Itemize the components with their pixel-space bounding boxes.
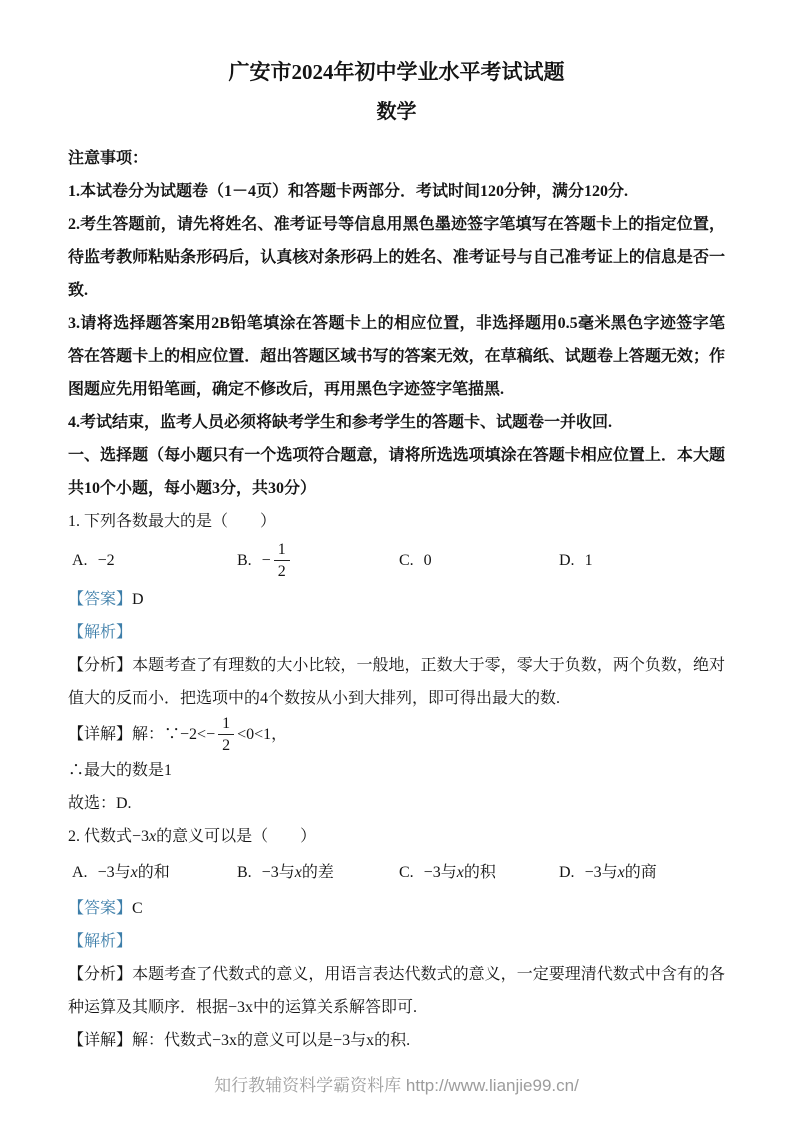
section-heading: 一、选择题（每小题只有一个选项符合题意，请将所选选项填涂在答题卡相应位置上．本大题共10个小题，每小题3分，共30分） [68,447,725,497]
fraction-denominator: 2 [218,734,234,754]
q2-detail-text: 解：代数式−3x的意义可以是−3与x的积. [132,1032,411,1049]
q2-option-c-coef: −3 [423,864,441,881]
q2-option-a-var: x [130,864,138,881]
q2-option-a [72,856,237,889]
q2-option-b-var: x [294,864,302,881]
notice-heading: 注意事项： [68,150,149,167]
q2-detail-line [68,1024,725,1057]
q2-stem [68,820,725,853]
q2-answer-line [68,892,725,925]
q1-option-a [72,544,237,577]
q1-option-d-letter: D. [559,552,575,569]
q2-option-c-post: 的积 [463,864,496,881]
q2-option-b-coef: −3 [261,864,279,881]
q2-option-d-letter: D. [559,864,575,881]
q2-stem-pre: 2. 代数式 [68,828,133,845]
explain-label: 【解析】 [68,933,133,950]
q2-option-d-var: x [617,864,625,881]
q2-option-d-post: 的商 [624,864,657,881]
notice-item-1: 1.本试卷分为试题卷（1－4页）和答题卡两部分．考试时间120分钟，满分120分. [68,183,629,200]
q1-detail-fraction [218,715,234,754]
q2-option-b-post: 的差 [301,864,334,881]
q2-options [68,856,725,889]
notice-item-4: 4.考试结束，监考人员必须将缺考学生和参考学生的答题卡、试题卷一并收回. [68,414,613,431]
q1-option-a-value: −2 [97,552,115,569]
q1-explain-line [68,616,725,649]
q1-stem: 1. 下列各数最大的是（ ） [68,513,277,530]
watermark-footer: 知行教辅资料学霸资料库 http://www.lianjie99.cn/ [214,1076,579,1095]
q2-option-b [237,856,399,889]
q2-option-d [559,856,725,889]
q2-option-b-mid: 与 [278,864,295,881]
page-subject: 数学 [376,101,417,123]
q2-explain-line [68,925,725,958]
detail-label: 【详解】 [68,1032,133,1049]
q2-analysis-text: 本题考查了代数式的意义，用语言表达代数式的意义，一定要理清代数式中含有的各种运算及其顺序．根据−3x中的运算关系解答即可. [68,966,725,1016]
q2-option-c-var: x [456,864,464,881]
q2-option-a-letter: A. [72,864,88,881]
q1-option-c [399,544,559,577]
q2-stem-variable: x [149,828,157,845]
q1-choice: 故选：D. [68,795,132,812]
explain-label: 【解析】 [68,624,133,641]
notice-item-2: 2.考生答题前，请先将姓名、准考证号等信息用黑色墨迹签字笔填写在答题卡上的指定位置，待监考教师粘贴条形码后，认真核对条形码上的姓名、准考证号与自己准考证上的信息是否一致. [68,216,725,299]
q1-option-b [237,541,399,580]
q1-option-b-fraction [274,541,290,580]
q2-option-d-mid: 与 [601,864,618,881]
q1-option-c-value: 0 [423,552,432,569]
q2-option-a-post: 的和 [137,864,170,881]
q1-answer-line [68,583,725,616]
q2-answer-value: C [132,900,143,917]
q1-detail-line [68,715,725,754]
analysis-label: 【分析】 [68,657,133,674]
q2-option-a-mid: 与 [114,864,131,881]
q1-option-a-letter: A. [72,552,88,569]
q1-option-d-value: 1 [584,552,593,569]
q1-option-b-minus: − [261,552,271,569]
q2-option-b-letter: B. [237,864,252,881]
analysis-label: 【分析】 [68,966,133,983]
q1-analysis-text: 本题考查了有理数的大小比较，一般地，正数大于零，零大于负数，两个负数，绝对值大的反而小．把选项中的4个数按从小到大排列，即可得出最大的数. [68,657,725,707]
q1-option-c-letter: C. [399,552,414,569]
notice-item-3: 3.请将选择题答案用2B铅笔填涂在答题卡上的相应位置，非选择题用0.5毫米黑色字迹签字笔答在答题卡上的相应位置．超出答题区域书写的答案无效，在草稿纸、试题卷上答题无效；作图题应先用铅笔画，确定不修改后，再用黑色字迹签字笔描黑. [68,315,725,398]
fraction-denominator: 2 [274,560,290,580]
q1-detail-pre: 解：∵ [132,726,181,743]
q2-analysis-line [68,958,725,1024]
q2-stem-post: 的意义可以是（ ） [156,828,317,845]
q1-option-d [559,544,725,577]
detail-label: 【详解】 [68,726,133,743]
q2-option-c-letter: C. [399,864,414,881]
q2-option-c-mid: 与 [440,864,457,881]
q2-stem-math: −3 [132,828,150,845]
q2-option-d-coef: −3 [584,864,602,881]
q1-option-b-letter: B. [237,552,252,569]
answer-label: 【答案】 [68,591,133,608]
q1-answer-value: D [132,591,144,608]
page-title: 广安市2024年初中学业水平考试试题 [228,60,565,84]
q1-conclusion: ∴最大的数是1 [68,762,173,779]
q1-inequality-before: −2<− [180,726,216,743]
q1-analysis-line [68,649,725,715]
q1-options [68,541,725,580]
fraction-numerator: 1 [222,715,231,732]
q2-option-a-coef: −3 [97,864,115,881]
q2-option-c [399,856,559,889]
q1-inequality-after: <0<1， [237,726,288,743]
fraction-numerator: 1 [277,541,286,558]
answer-label: 【答案】 [68,900,133,917]
